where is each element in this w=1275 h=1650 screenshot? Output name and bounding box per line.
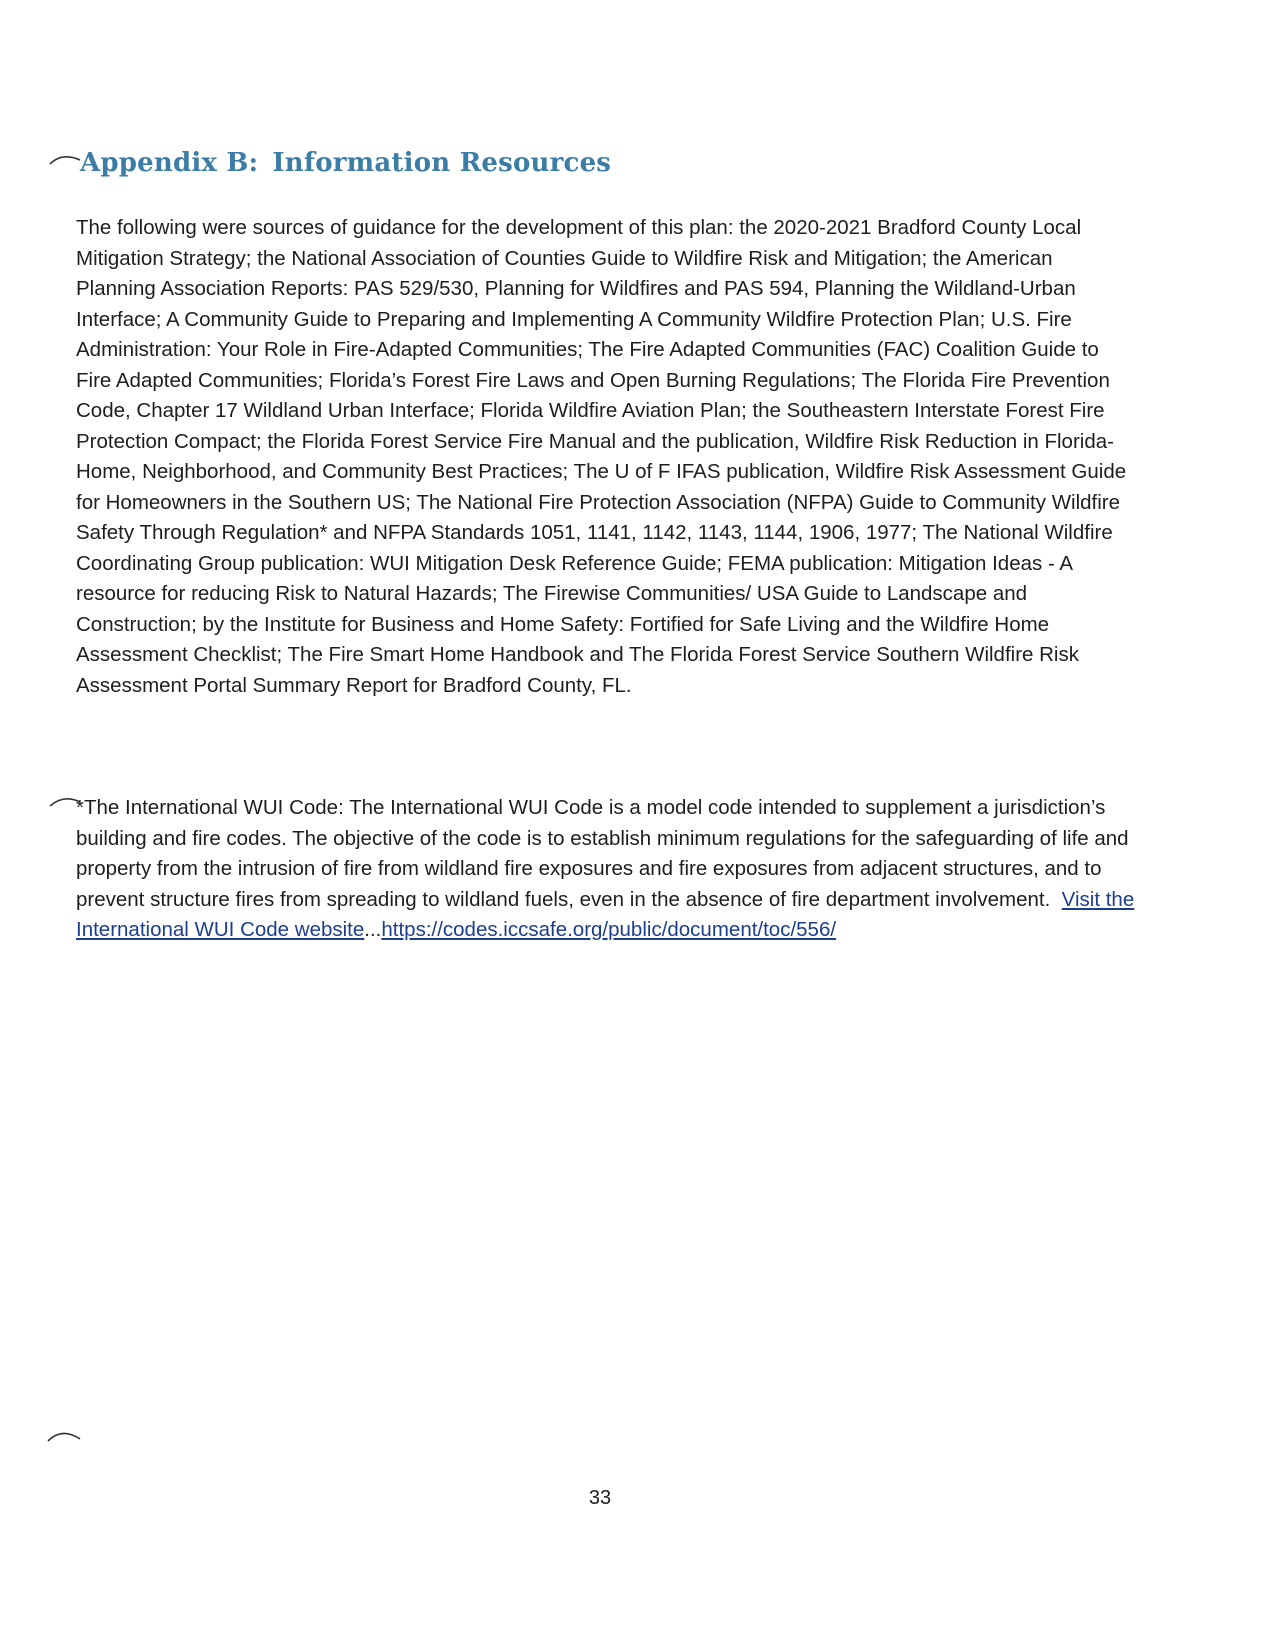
link-separator: ... (364, 918, 382, 941)
appendix-title: Information Resources (272, 148, 612, 178)
wui-code-paragraph (76, 793, 1136, 946)
appendix-label: Appendix B: (80, 148, 259, 178)
wui-code-url-link[interactable]: https://codes.iccsafe.org/public/document/toc/556/ (381, 918, 837, 941)
scan-artifact-mark (46, 1425, 82, 1447)
scan-artifact-mark (48, 148, 82, 168)
page-number: 33 (588, 1487, 612, 1509)
sources-paragraph: The following were sources of guidance for the development of this plan: the 2020-2021 Bradford County Local Mitigation Strategy; the National Association of Counties Guide to Wildfire Risk and Mitigation; the American Planning Association Reports: PAS 529/530, Planning for Wildfires and PAS 594, Planning the Wildland-Urban Interface; A Community Guide to Preparing and Implementing A Community Wildfire Protection Plan; U.S. Fire Administration: Your Role in Fire-Adapted Communities; The Fire Adapted Communities (FAC) Coalition Guide to Fire Adapted Communities; Florida’s Forest Fire Laws and Open Burning Regulations; The Florida Fire Prevention Code, Chapter 17 Wildland Urban Interface; Florida Wildfire Aviation Plan; the Southeastern Interstate Forest Fire Protection Compact; the Florida Forest Service Fire Manual and the publication, Wildfire Risk Reduction in Florida-Home, Neighborhood, and Community Best Practices; The U of F IFAS publication, Wildfire Risk Assessment Guide for Homeowners in the Southern US; The National Fire Protection Association (NFPA) Guide to Community Wildfire Safety Through Regulation* and NFPA Standards 1051, 1141, 1142, 1143, 1144, 1906, 1977; The National Wildfire Coordinating Group publication: WUI Mitigation Desk Reference Guide; FEMA publication: Mitigation Ideas - A resource for reducing Risk to Natural Hazards; The Firewise Communities/ USA Guide to Landscape and Construction; by the Institute for Business and Home Safety: Fortified for Safe Living and the Wildfire Home Assessment Checklist; The Fire Smart Home Handbook and The Florida Forest Service Southern Wildfire Risk Assessment Portal Summary Report for Bradford County, FL. (76, 216, 1127, 697)
wui-code-link[interactable]: Visit the International WUI Code website (76, 887, 1135, 941)
wui-code-text: *The International WUI Code: The International WUI Code is a model code intended to supplement a jurisdiction’s building and fire codes. The objective of the code is to establish minimum regulations for the safeguarding of life and property from the intrusion of fire from wildland fire exposures and fire exposures from adjacent structures, and to prevent structure fires from spreading to wildland fuels, even in the absence of fire department involvement. (76, 796, 1129, 911)
appendix-heading (80, 148, 611, 178)
